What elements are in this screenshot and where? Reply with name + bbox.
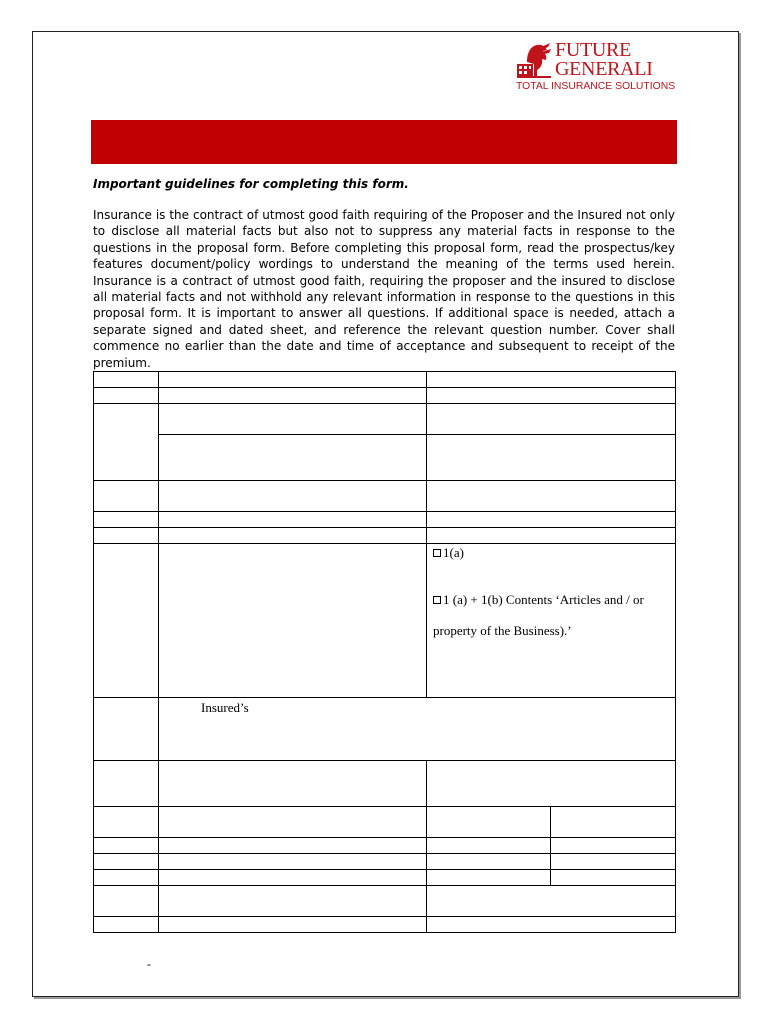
table-row — [94, 761, 676, 807]
table-cell[interactable] — [159, 917, 427, 933]
table-cell[interactable] — [94, 698, 159, 761]
table-cell[interactable] — [159, 512, 427, 528]
table-cell[interactable] — [427, 512, 676, 528]
table-cell[interactable] — [427, 917, 676, 933]
table-row — [94, 372, 676, 388]
table-cell[interactable] — [427, 870, 551, 886]
table-cell[interactable] — [427, 372, 676, 388]
table-row — [94, 388, 676, 404]
future-generali-logo — [515, 40, 680, 95]
table-cell[interactable] — [94, 870, 159, 886]
table-cell[interactable] — [427, 807, 551, 838]
table-cell[interactable] — [159, 870, 427, 886]
table-cell[interactable] — [94, 372, 159, 388]
table-cell[interactable] — [427, 761, 676, 807]
option-1a-1b-label-line1: 1 (a) + 1(b) Contents ‘Articles and / or — [443, 592, 644, 607]
table-cell[interactable] — [94, 886, 159, 917]
table-cell[interactable] — [427, 435, 676, 481]
option-1a-1b[interactable] — [433, 592, 644, 608]
table-row — [94, 854, 676, 870]
table-row — [94, 807, 676, 838]
table-cell[interactable] — [427, 528, 676, 544]
option-1a-label: 1(a) — [443, 545, 464, 560]
proposal-form-table — [93, 371, 676, 933]
table-cell[interactable] — [159, 544, 427, 698]
table-cell[interactable] — [159, 854, 427, 870]
title-banner — [91, 120, 677, 164]
brand-name-line2: GENERALI — [555, 58, 653, 80]
table-cell[interactable] — [551, 870, 676, 886]
footer-dash: - — [147, 957, 151, 971]
table-row — [94, 838, 676, 854]
checkbox-icon[interactable] — [433, 549, 441, 557]
table-cell[interactable] — [159, 807, 427, 838]
table-row — [94, 512, 676, 528]
table-cell[interactable] — [94, 807, 159, 838]
table-cell[interactable] — [159, 404, 427, 435]
table-cell[interactable] — [427, 838, 551, 854]
table-row — [94, 528, 676, 544]
table-cell[interactable] — [94, 761, 159, 807]
checkbox-icon[interactable] — [433, 596, 441, 604]
table-cell[interactable] — [159, 372, 427, 388]
table-row — [94, 481, 676, 512]
table-cell[interactable] — [159, 481, 427, 512]
table-row — [94, 435, 676, 481]
table-cell[interactable] — [427, 854, 551, 870]
table-cell[interactable] — [551, 807, 676, 838]
option-1a[interactable] — [433, 545, 464, 561]
table-cell[interactable] — [427, 481, 676, 512]
table-cell[interactable] — [159, 838, 427, 854]
cover-options-cell — [427, 544, 676, 698]
table-cell[interactable] — [94, 388, 159, 404]
table-cell[interactable] — [427, 404, 676, 435]
table-cell[interactable] — [94, 917, 159, 933]
table-cell[interactable] — [94, 854, 159, 870]
option-1a-1b-line2: property of the Business).’ — [433, 623, 572, 638]
table-row — [94, 404, 676, 435]
table-row — [94, 870, 676, 886]
table-cell[interactable] — [94, 838, 159, 854]
insured-label: Insured’s — [201, 700, 249, 715]
table-cell[interactable] — [159, 761, 427, 807]
guidelines-heading: Important guidelines for completing this form. — [93, 177, 409, 191]
table-cell[interactable] — [94, 528, 159, 544]
table-cell[interactable] — [159, 388, 427, 404]
brand-tagline: TOTAL INSURANCE SOLUTIONS — [516, 81, 676, 92]
table-cell[interactable] — [159, 528, 427, 544]
table-cell[interactable] — [94, 544, 159, 698]
table-cell[interactable] — [551, 838, 676, 854]
table-row — [94, 698, 676, 761]
table-cell[interactable] — [427, 886, 676, 917]
guidelines-paragraph: Insurance is the contract of utmost good faith requiring of the Proposer and the Insured not only to disclose all material facts but also not to suppress any material facts in response to the questions in the proposal form. Before completing this proposal form, read the prospectus/key features document/policy wordings to understand the meaning of the terms used herein. Insurance is a contract of utmost good faith, requiring the proposer and the insured to disclose all material facts and not withhold any relevant information in response to the questions in this proposal form. It is important to answer all questions. If additional space is needed, attach a separate signed and dated sheet, and reference the relevant question number. Cover shall commence no earlier than the date and time of acceptance and subsequent to receipt of the premium. — [93, 208, 675, 370]
lion-logo-icon — [517, 42, 551, 78]
table-cell[interactable] — [94, 481, 159, 512]
table-row — [94, 544, 676, 698]
table-cell[interactable] — [94, 404, 159, 481]
table-cell[interactable] — [159, 435, 427, 481]
table-row — [94, 917, 676, 933]
brand-name-line1: FUTURE — [555, 39, 631, 61]
table-cell[interactable] — [427, 388, 676, 404]
table-cell[interactable] — [94, 512, 159, 528]
table-cell[interactable] — [159, 886, 427, 917]
table-cell[interactable] — [551, 854, 676, 870]
table-row — [94, 886, 676, 917]
